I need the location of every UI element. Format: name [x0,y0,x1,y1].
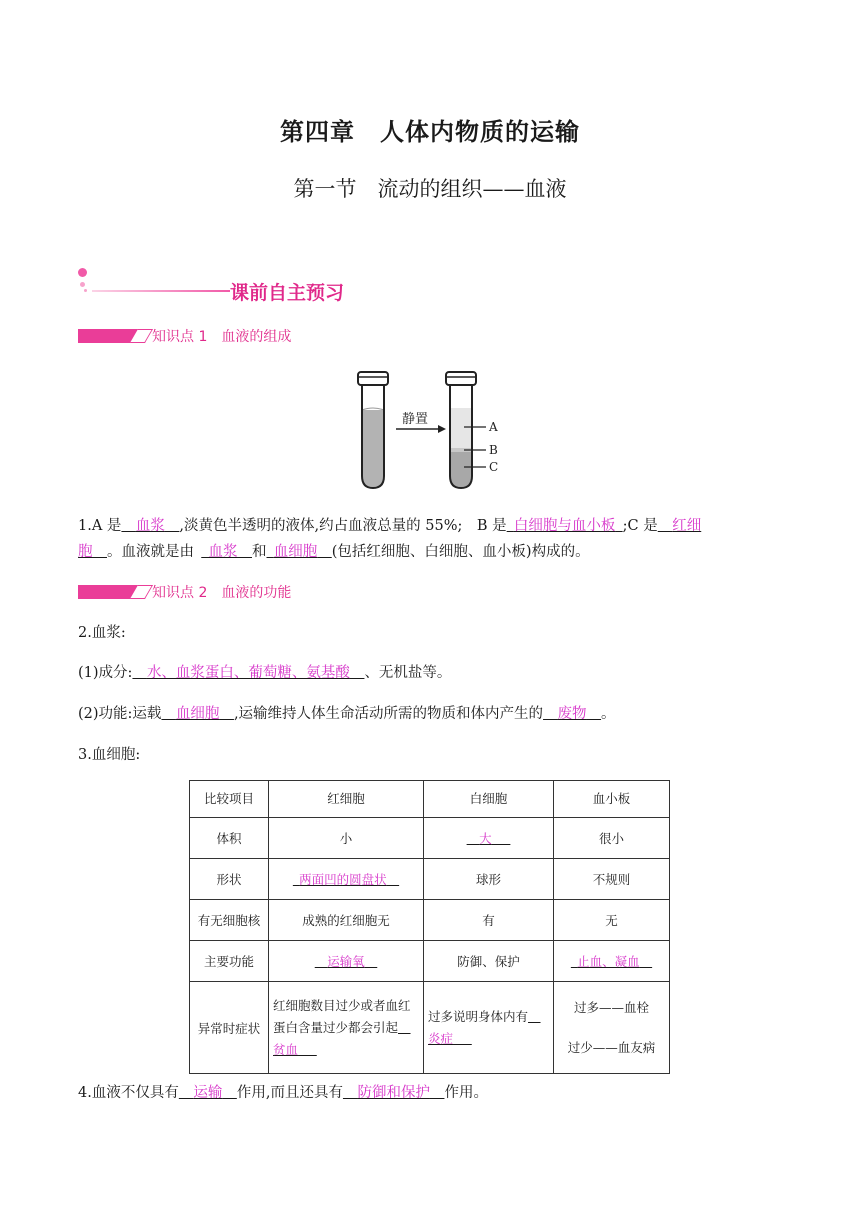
table-cell: 不规则 [554,859,670,900]
table-cell: 防御、保护 [424,941,554,982]
answer-blank: 贫血 [273,1041,299,1057]
table-row [190,982,670,1074]
table-cell [269,941,424,982]
answer-blank: 血浆 [208,544,238,560]
decor-dot [84,289,87,292]
table-header: 血小板 [554,781,670,818]
question-1-line-1 [78,515,701,537]
table-cell: 成熟的红细胞无 [269,900,424,941]
label-c: C [489,460,499,474]
q1-text: 。血液就是由 [107,544,194,560]
answer-blank: 运输氧 [327,954,365,969]
q2-text: (1)成分: [78,665,133,681]
tube1-meniscus [362,408,384,410]
knowledge-point-1-header [78,325,378,347]
question-3-head: 3.血细胞: [78,747,141,763]
answer-blank: 血细胞 [273,544,318,560]
q1-text: (包括红细胞、白细胞、血小板)构成的。 [331,544,590,560]
tube1-blood [362,410,384,487]
arrow-label: 静置 [402,412,429,427]
cell-text: 过少——血友病 [567,1039,656,1055]
tube2-red [450,452,472,487]
label-a: A [489,420,498,434]
q1-text: 1.A 是 [78,518,122,534]
table-cell: 有无细胞核 [190,900,269,941]
q2-text: (2)功能:运载 [78,706,162,722]
tube1-cap [358,372,388,385]
knowledge-point-2-label: 知识点 2 血液的功能 [152,585,292,601]
table-cell [269,859,424,900]
decor-dot [80,282,85,287]
arrow-head [438,425,446,433]
answer-blank: 运输 [193,1085,223,1101]
cell-text: 红细胞数目过少或者血红蛋白含量过少都会引起 [273,997,411,1035]
answer-blank: 胞 [78,544,93,560]
label-b: B [489,443,498,457]
table-header: 红细胞 [269,781,424,818]
table-cell: 球形 [424,859,554,900]
table-header-row [190,781,670,818]
table-cell: 无 [554,900,670,941]
kp-bar-icon [78,585,138,599]
answer-blank: 水、血浆蛋白、葡萄糖、氨基酸 [146,665,350,681]
table-cell: 形状 [190,859,269,900]
tube2-plasma [450,408,472,448]
blank-line [398,1020,411,1035]
test-tube-figure [340,366,520,498]
answer-blank: 血浆 [135,518,165,534]
question-2-head: 2.血浆: [78,625,126,641]
q2-text: 。 [601,706,616,722]
knowledge-point-2-header [78,581,378,603]
answer-blank: 大 [479,831,492,846]
q1-text: 和 [252,544,267,560]
kp-bar-icon [78,329,138,343]
q4-text: 作用,而且还具有 [236,1085,343,1101]
table-cell [424,818,554,859]
table-row [190,941,670,982]
table-cell [554,982,670,1074]
question-4 [78,1082,488,1104]
chapter-title: 第四章 人体内物质的运输 [280,117,580,146]
question-1-line-2 [78,541,590,563]
table-header: 白细胞 [424,781,554,818]
table-cell: 主要功能 [190,941,269,982]
blood-cell-table [189,780,670,1074]
answer-blank: 血细胞 [175,706,220,722]
answer-blank: 两面凹的圆盘状 [299,872,387,887]
table-cell [269,982,424,1074]
section-header [78,268,378,304]
table-cell: 异常时症状 [190,982,269,1074]
question-2-composition [78,662,451,684]
table-row [190,900,670,941]
table-cell: 小 [269,818,424,859]
q4-text: 作用。 [444,1085,488,1101]
cell-text: 过多——血栓 [573,999,649,1015]
tube2-cap [446,372,476,385]
answer-blank: 红细 [672,518,702,534]
decor-dot [78,268,87,277]
question-2-function [78,703,616,725]
table-header: 比较项目 [190,781,269,818]
table-row [190,859,670,900]
answer-blank: 防御和保护 [357,1085,430,1101]
knowledge-point-1-label: 知识点 1 血液的组成 [152,329,292,345]
q1-text: ;C 是 [622,518,658,534]
q1-text: ,淡黄色半透明的液体,约占血液总量的 55%; B 是 [179,518,507,534]
section-title: 第一节 流动的组织——血液 [293,177,567,201]
q4-text: 4.血液不仅具有 [78,1085,179,1101]
cell-text: 过多说明身体内有 [428,1008,529,1024]
table-cell [554,941,670,982]
q2-text: ,运输维持人体生命活动所需的物质和体内产生的 [233,706,544,722]
blank-line [528,1009,541,1024]
answer-blank: 止血、凝血 [577,954,640,969]
decor-line [92,290,230,292]
table-cell: 有 [424,900,554,941]
answer-blank: 白细胞与血小板 [513,518,616,534]
table-cell: 体积 [190,818,269,859]
table-row [190,818,670,859]
section-header-label: 课前自主预习 [230,282,345,304]
answer-blank: 炎症 [428,1030,454,1046]
q2-text: 、无机盐等。 [364,665,452,681]
table-cell: 很小 [554,818,670,859]
table-cell [424,982,554,1074]
answer-blank: 废物 [557,706,587,722]
